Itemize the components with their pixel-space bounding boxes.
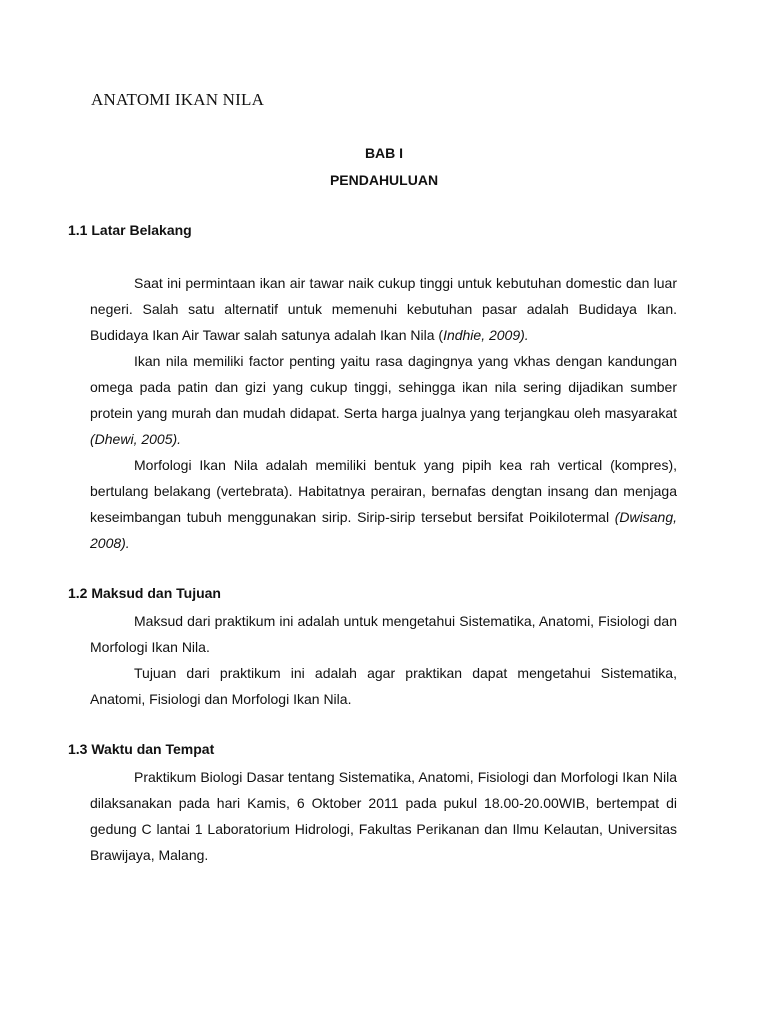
paragraph-text: Praktikum Biologi Dasar tentang Sistematika, Anatomi, Fisiologi dan Morfologi Ikan Nila dilaksanakan pada hari Kamis, 6 Oktober 2011 pada pukul 18.00-20.00WIB, bertempat di gedung C lantai 1 Laboratorium Hidrologi, Fakultas Perikanan dan Ilmu Kelautan, Universitas Brawijaya, Malang. <box>90 769 677 863</box>
paragraph-text: Tujuan dari praktikum ini adalah agar praktikan dapat mengetahui Sistematika, Anatomi, Fisiologi dan Morfologi Ikan Nila. <box>90 665 677 707</box>
citation: Indhie, 2009). <box>443 327 529 343</box>
chapter-number: BAB I <box>364 145 404 161</box>
section-heading-maksud-tujuan: 1.2 Maksud dan Tujuan <box>68 585 221 601</box>
document-title: ANATOMI IKAN NILA <box>91 90 265 109</box>
paragraph <box>90 452 677 556</box>
paragraph <box>90 348 677 452</box>
citation: (Dwisang, 2008). <box>90 509 677 551</box>
section-heading-latar-belakang: 1.1 Latar Belakang <box>68 222 192 238</box>
section-heading-waktu-tempat: 1.3 Waktu dan Tempat <box>68 741 215 757</box>
paragraph-text: Saat ini permintaan ikan air tawar naik cukup tinggi untuk kebutuhan domestic dan luar negeri. Salah satu alternatif untuk memenuhi kebutuhan pasar adalah Budidaya Ikan. Budidaya Ikan Air Tawar salah satunya adalah Ikan Nila ( <box>90 275 677 343</box>
paragraph-text: Maksud dari praktikum ini adalah untuk mengetahui Sistematika, Anatomi, Fisiologi dan Morfologi Ikan Nila. <box>90 613 677 655</box>
paragraph-text: Morfologi Ikan Nila adalah memiliki bentuk yang pipih kea rah vertical (kompres), bertulang belakang (vertebrata). Habitatnya perairan, bernafas dengtan insang dan menjaga keseimbangan tubuh menggunakan sirip. Sirip-sirip tersebut bersifat Poikilotermal <box>90 457 677 525</box>
paragraph-text: Ikan nila memiliki factor penting yaitu rasa dagingnya yang vkhas dengan kandungan omega pada patin dan gizi yang cukup tinggi, sehingga ikan nila sering dijadikan sumber protein yang murah dan mudah didapat. Serta harga jualnya yang terjangkau oleh masyarakat <box>90 353 677 421</box>
citation: (Dhewi, 2005). <box>90 431 182 447</box>
paragraph <box>90 764 677 868</box>
paragraph <box>90 270 677 348</box>
chapter-title: PENDAHULUAN <box>329 172 439 188</box>
paragraph <box>90 608 677 660</box>
paragraph <box>90 660 677 712</box>
